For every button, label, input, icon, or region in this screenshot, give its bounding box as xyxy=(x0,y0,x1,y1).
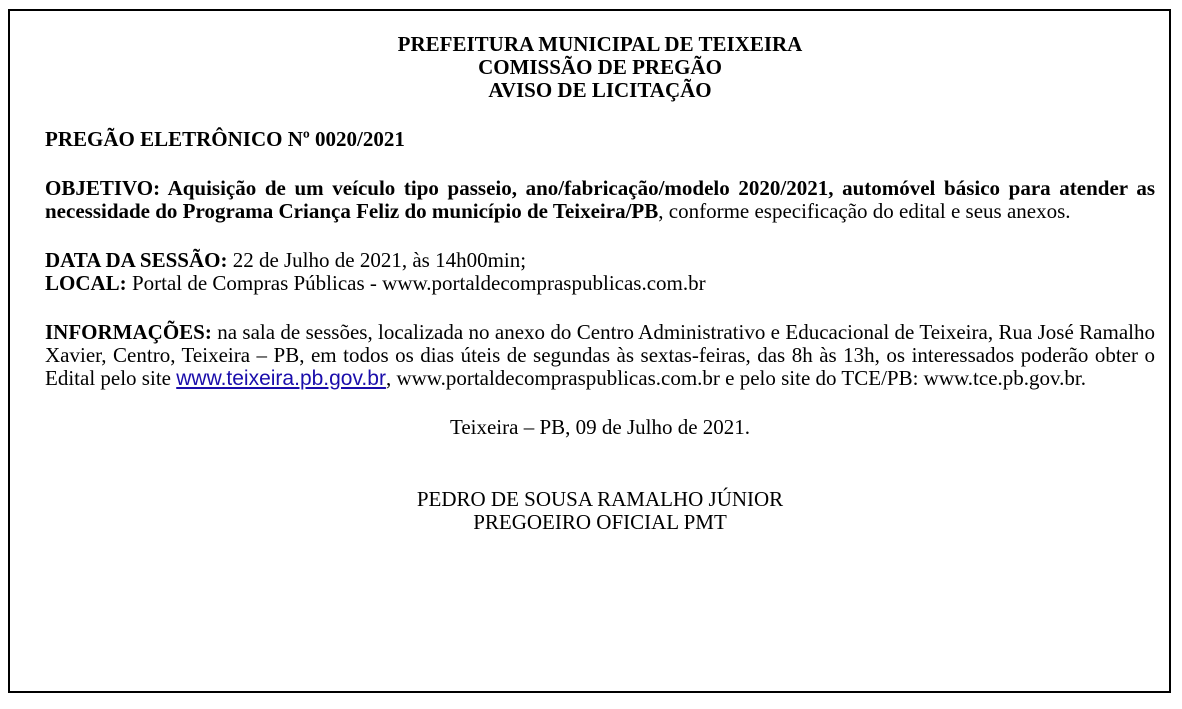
teixeira-site-link[interactable]: www.teixeira.pb.gov.br xyxy=(176,367,386,390)
informacoes-text-end: , www.portaldecompraspublicas.com.br e pelo site do TCE/PB: www.tce.pb.gov.br. xyxy=(385,366,1087,390)
informacoes-paragraph xyxy=(45,321,1155,390)
informacoes-label: INFORMAÇÕES: xyxy=(45,320,212,344)
signature-block xyxy=(45,488,1155,534)
data-sessao-label: DATA DA SESSÃO: xyxy=(45,248,228,272)
header-aviso: AVISO DE LICITAÇÃO xyxy=(488,78,712,102)
date-line: Teixeira – PB, 09 de Julho de 2021. xyxy=(449,415,751,439)
signature-role: PREGOEIRO OFICIAL PMT xyxy=(473,510,727,534)
signature-name: PEDRO DE SOUSA RAMALHO JÚNIOR xyxy=(416,487,784,511)
header-comissao: COMISSÃO DE PREGÃO xyxy=(478,55,722,79)
local-value: Portal de Compras Públicas - www.portaldecompraspublicas.com.br xyxy=(126,271,706,295)
data-sessao-value: 22 de Julho de 2021, às 14h00min; xyxy=(227,248,527,272)
local-label: LOCAL: xyxy=(45,271,127,295)
objetivo-paragraph xyxy=(45,177,1155,223)
header-prefeitura: PREFEITURA MUNICIPAL DE TEIXEIRA xyxy=(397,32,803,56)
objetivo-bold-text: OBJETIVO: Aquisição de um veículo tipo passeio, ano/fabricação/modelo 2020/2021, automóvel básico para atender as necessidade do Programa Criança Feliz do município de Teixeira/PB xyxy=(45,176,1155,223)
local-line xyxy=(45,272,1155,295)
data-sessao-line xyxy=(45,249,1155,272)
pregao-number: PREGÃO ELETRÔNICO Nº 0020/2021 xyxy=(45,127,405,151)
notice-document xyxy=(45,33,1155,534)
objetivo-rest-text: , conforme especificação do edital e seus anexos. xyxy=(658,199,1071,223)
informacoes-text: na sala de sessões, localizada no anexo do Centro Administrativo e Educacional de Teixeira, Rua José Ramalho Xavier, Centro, Teixeira – PB, em todos os dias úteis de segundas às sextas-feiras, das 8h às 13h, os interessados poderão obter o Edital pelo site xyxy=(45,320,1155,390)
notice-header xyxy=(45,33,1155,102)
